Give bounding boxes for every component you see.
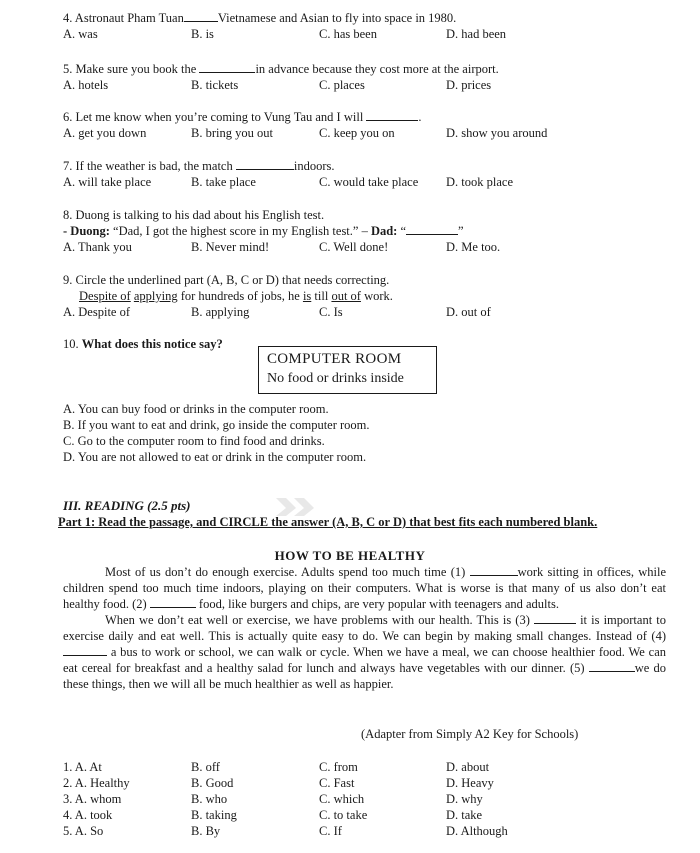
answer-blank	[199, 61, 255, 73]
underlined-part-c[interactable]: is	[302, 289, 312, 303]
stem-text: 6. Let me know when you’re coming to Vung Tau and I will	[63, 110, 364, 124]
sentence-text: for hundreds of jobs, he	[177, 289, 303, 303]
answer-blank	[406, 223, 458, 235]
option-c[interactable]: C. If	[319, 824, 342, 838]
question-text: What does this notice say?	[81, 337, 223, 351]
option-b[interactable]: B. Good	[191, 776, 234, 790]
dialogue-text: “Dad, I got the highest score in my English test.” –	[113, 224, 368, 238]
stem-text: indoors.	[293, 159, 335, 173]
option-b[interactable]: B. applying	[191, 305, 250, 319]
option-a[interactable]: 5. A. So	[63, 824, 104, 838]
question-stem	[63, 109, 663, 125]
options-row	[63, 125, 663, 141]
options-row	[63, 174, 663, 190]
passage-text: When we don’t eat well or exercise, we have problems with our health. This is (3)	[105, 613, 534, 627]
option-c[interactable]: C. Fast	[319, 776, 355, 790]
option-c[interactable]: C. has been	[319, 27, 377, 41]
option-d[interactable]: D. Me too.	[446, 240, 501, 254]
underlined-part-d[interactable]: out of	[331, 289, 361, 303]
passage-text: a bus to work or school, we can walk or cycle. When we have a meal, we can choose healthier food. We can eat cereal for breakfast and a healthy salad for lunch and always have vegetables with our dinner. (5)	[63, 645, 666, 675]
passage-paragraph	[63, 612, 666, 692]
option-c[interactable]: C. Is	[319, 305, 343, 319]
watermark-mark	[276, 494, 332, 516]
stem-text: Vietnamese and Asian to fly into space in 1980.	[217, 11, 457, 25]
option-a[interactable]: A. was	[63, 27, 98, 41]
option-b[interactable]: B. By	[191, 824, 221, 838]
dialogue-line	[63, 223, 663, 239]
passage-body	[63, 564, 666, 692]
blank-2	[150, 596, 196, 608]
passage-text: work sitting in offices, while children spend too much time indoors, playing on their computers. What is worse is that many of us also don’t eat healthy food. (2)	[63, 565, 666, 611]
option-a[interactable]: A. Despite of	[63, 305, 130, 319]
option-c[interactable]: C. keep you on	[319, 126, 395, 140]
option-a[interactable]: A. hotels	[63, 78, 109, 92]
answer-row	[63, 823, 663, 839]
blank-5	[589, 660, 635, 672]
question-5	[63, 61, 663, 93]
question-7	[63, 158, 663, 190]
option-d[interactable]: D. about	[446, 760, 490, 774]
passage-title: HOW TO BE HEALTHY	[274, 548, 426, 563]
option-c[interactable]: C. places	[319, 78, 365, 92]
question-4	[63, 10, 663, 42]
question-stem	[63, 10, 663, 26]
option-d[interactable]: D. out of	[446, 305, 491, 319]
answer-row	[63, 791, 663, 807]
options-row	[63, 239, 663, 255]
passage-text: it is important to exercise daily and eat well. This is actually quite easy to do. We can begin by making small changes. Instead of (4)	[63, 613, 666, 643]
option-c[interactable]: C. would take place	[319, 175, 419, 189]
option-c[interactable]: C. Well done!	[319, 240, 389, 254]
stem-text: .	[418, 110, 422, 124]
blank-1	[470, 564, 518, 576]
stem-text: in advance because they cost more at the airport.	[255, 62, 499, 76]
passage-source: (Adapter from Simply A2 Key for Schools)	[361, 727, 579, 741]
answer-options	[63, 759, 663, 839]
notice-box	[258, 346, 437, 394]
option-b[interactable]: B. bring you out	[191, 126, 273, 140]
option-a[interactable]: 1. A. At	[63, 760, 102, 774]
underlined-part-a[interactable]: Despite of	[79, 289, 131, 303]
blank-4	[63, 644, 107, 656]
option-c[interactable]: C. to take	[319, 808, 368, 822]
quote-mark: ”	[458, 224, 464, 238]
answer-blank	[366, 109, 418, 121]
option-a[interactable]: 2. A. Healthy	[63, 776, 130, 790]
blank-3	[534, 612, 576, 624]
passage-paragraph	[63, 564, 666, 612]
underlined-part-b[interactable]: applying	[133, 289, 178, 303]
option-b[interactable]: B. is	[191, 27, 214, 41]
speaker-label: - Duong:	[63, 224, 110, 238]
option-c[interactable]: C. which	[319, 792, 365, 806]
stem-text: 4. Astronaut Pham Tuan	[63, 11, 184, 25]
option-d[interactable]: D. show you around	[446, 126, 548, 140]
notice-title: COMPUTER ROOM	[267, 351, 402, 367]
option-d[interactable]: D. You are not allowed to eat or drink in the computer room.	[63, 450, 367, 464]
option-a[interactable]: A. Thank you	[63, 240, 132, 254]
stem-text: 9. Circle the underlined part (A, B, C or D) that needs correcting.	[63, 273, 390, 287]
section-title: III. READING (2.5 pts)	[63, 498, 191, 513]
option-c[interactable]: C. Go to the computer room to find food and drinks.	[63, 434, 325, 448]
option-b[interactable]: B. taking	[191, 808, 237, 822]
notice-text: No food or drinks inside	[267, 371, 404, 386]
error-sentence	[63, 288, 663, 304]
answer-row	[63, 759, 663, 775]
option-d[interactable]: D. prices	[446, 78, 492, 92]
question-stem	[63, 272, 663, 288]
speaker-label: Dad:	[370, 224, 398, 238]
question-stem	[63, 61, 663, 77]
option-b[interactable]: B. off	[191, 760, 220, 774]
question-10-options	[63, 401, 663, 465]
question-stem	[63, 207, 663, 223]
option-a[interactable]: A. You can buy food or drinks in the computer room.	[63, 402, 329, 416]
passage-text: we do these things, then we will all be much healthier as well as happier.	[63, 661, 666, 691]
stem-text: 5. Make sure you book the	[63, 62, 197, 76]
question-number: 10.	[63, 337, 79, 351]
answer-row	[63, 807, 663, 823]
option-c[interactable]: C. from	[319, 760, 358, 774]
passage-text: Most of us don’t do enough exercise. Adults spend too much time (1)	[105, 565, 470, 579]
option-d[interactable]: D. had been	[446, 27, 507, 41]
option-b[interactable]: B. tickets	[191, 78, 239, 92]
option-a[interactable]: 4. A. took	[63, 808, 113, 822]
option-b[interactable]: B. take place	[191, 175, 256, 189]
option-a[interactable]: A. get you down	[63, 126, 147, 140]
question-8	[63, 207, 663, 255]
option-a[interactable]: A. will take place	[63, 175, 152, 189]
option-d[interactable]: D. Although	[446, 824, 508, 838]
question-stem	[63, 158, 663, 174]
stem-text: 8. Duong is talking to his dad about his English test.	[63, 208, 325, 222]
option-d[interactable]: D. take	[446, 808, 483, 822]
option-d[interactable]: D. why	[446, 792, 483, 806]
part-title: Part 1: Read the passage, and CIRCLE the answer (A, B, C or D) that best fits each numbered blank.	[58, 515, 598, 529]
options-row	[63, 304, 663, 320]
answer-blank	[184, 10, 218, 22]
options-row	[63, 26, 663, 42]
option-d[interactable]: D. took place	[446, 175, 513, 189]
stem-text: 7. If the weather is bad, the match	[63, 159, 233, 173]
quote-mark: “	[400, 224, 407, 238]
question-9	[63, 272, 663, 320]
options-row	[63, 77, 663, 93]
passage-text: food, like burgers and chips, are very popular with teenagers and adults.	[195, 597, 559, 611]
option-d[interactable]: D. Heavy	[446, 776, 494, 790]
option-b[interactable]: B. who	[191, 792, 228, 806]
question-6	[63, 109, 663, 141]
sentence-text: till	[311, 289, 332, 303]
answer-blank	[236, 158, 294, 170]
sentence-text: work.	[360, 289, 393, 303]
option-a[interactable]: 3. A. whom	[63, 792, 122, 806]
answer-row	[63, 775, 663, 791]
option-b[interactable]: B. Never mind!	[191, 240, 270, 254]
option-b[interactable]: B. If you want to eat and drink, go inside the computer room.	[63, 418, 370, 432]
